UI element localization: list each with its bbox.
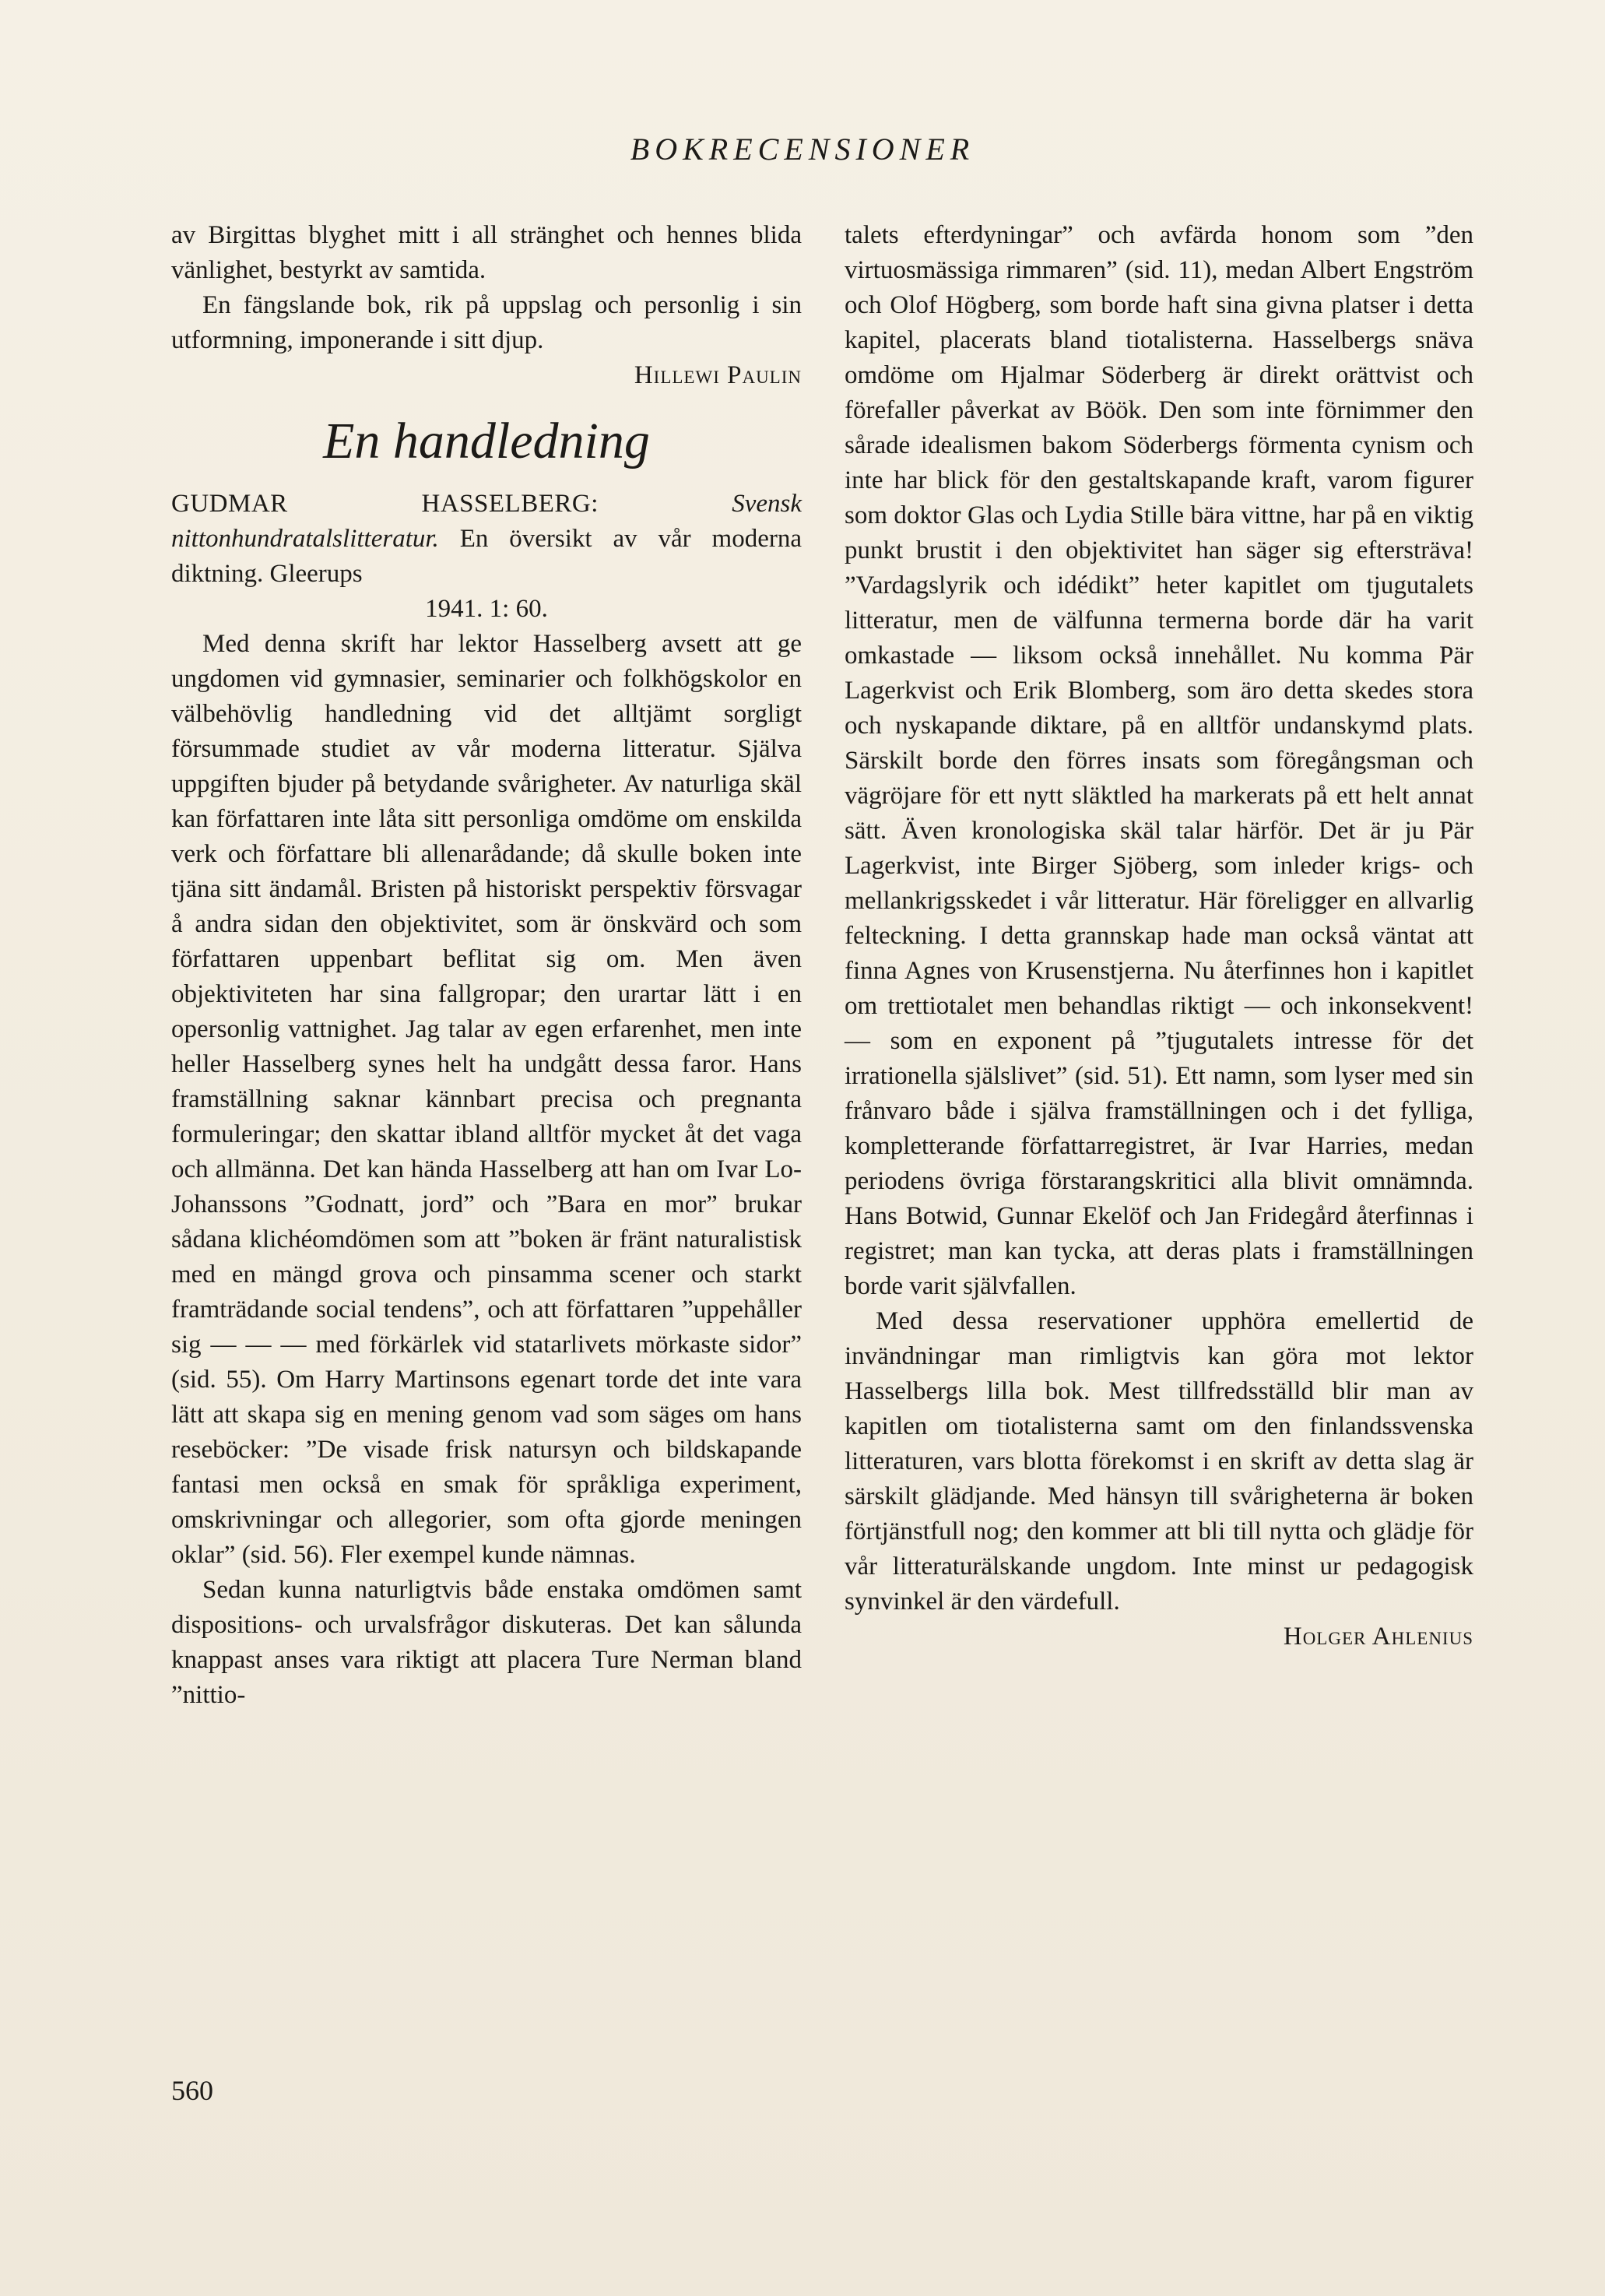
book-author: GUDMAR HASSELBERG: [171,490,599,518]
previous-review-closing: En fängslande bok, rik på uppslag och personlig i sin utformning, imponerande i sitt djup. [171,291,802,354]
page-number: 560 [171,2075,213,2106]
book-citation [171,487,802,592]
book-subtitle: En översikt av vår moderna diktning. Gleerups [171,525,802,588]
right-column [845,218,1473,1654]
running-head: BOKRECENSIONER [630,132,975,167]
book-publication: 1941. 1: 60. [425,595,548,623]
previous-review-continuation: av Birgittas blyghet mitt i all stränghet och hennes blida vänlighet, bestyrkt av samtida. [171,221,802,284]
review-paragraph-1: Med denna skrift har lektor Hasselberg avsett att ge ungdomen vid gymnasier, seminarier och folkhögskolor en välbehövlig handledning vid det alltjämt sorgligt försummade studiet av vår moderna litteratur. Själva uppgiften bjuder på betydande svårigheter. Av naturliga skäl kan författaren inte låta sitt personliga omdöme om enskilda verk och författare bli allenarådande; då skulle boken inte tjäna sitt ändamål. Bristen på historiskt perspektiv försvagar å andra sidan den objektivitet, som är önskvärd och som författaren uppenbart beflitat sig om. Men även objektiviteten har sina fallgropar; den urartar lätt i en opersonlig vattnighet. Jag talar av egen erfarenhet, men inte heller Hasselberg synes helt ha undgått dessa faror. Hans framställning saknar kännbart precisa och pregnanta formuleringar; den skattar ibland alltför mycket åt det vaga och allmänna. Det kan hända Hasselberg att han om Ivar Lo-Johanssons ”Godnatt, jord” och ”Bara en mor” brukar sådana klichéomdömen som att ”boken är fränt naturalistisk med en mängd grova och pinsamma scener och starkt framträdande social tendens”, och att författaren ”uppehåller sig — — — med förkärlek vid statarlivets mörkaste sidor” (sid. 55). Om Harry Martinsons egenart torde det inte vara lätt att skapa sig en mening genom vad som säges om hans reseböcker: ”De visade frisk natursyn och bildskapande fantasi men också en smak för språkliga experiment, omskrivningar och allegorier, som ofta gjorde meningen oklar” (sid. 56). Fler exempel kunde nämnas. [171,630,802,1569]
review-paragraph-2: Sedan kunna naturligtvis både enstaka omdömen samt dispositions- och urvalsfrågor diskuteras. Det kan sålunda knappast anses vara riktigt att placera Ture Nerman bland ”nittio- [171,1576,802,1709]
previous-review-signature: Hillewi Paulin [634,361,802,389]
review-signature: Holger Ahlenius [1283,1623,1473,1651]
review-title: En handledning [323,413,650,469]
book-title: Svensk nittonhundratalslitteratur. [171,490,802,553]
left-column [171,218,802,1713]
review-paragraph-3: talets efterdyningar” och avfärda honom som ”den virtuosmässiga rimmaren” (sid. 11), medan Albert Engström och Olof Högberg, som borde haft sina givna platser i detta kapitel, placerats bland tiotalisterna. Hasselbergs snäva omdöme om Hjalmar Söderberg är direkt orättvist och förefaller påverkat av Böök. Den som inte förnimmer den sårade idealismen bakom Söderbergs förmenta cynism och inte har blick för den gestaltskapande kraft, varom figurer som doktor Glas och Lydia Stille bära vittne, har på en viktig punkt brustit i den objektivitet han säger sig eftersträva! ”Vardagslyrik och idédikt” heter kapitlet om tjugutalets litteratur, men de välfunna termerna borde där ha varit omkastade — liksom också innehållet. Nu komma Pär Lagerkvist och Erik Blomberg, som äro detta skedes stora och nyskapande diktare, på en alltför undanskymd plats. Särskilt borde den förres insats som föregångsman och vägröjare för ett nytt släktled ha markerats på ett helt annat sätt. Även kronologiska skäl talar härför. Det är ju Pär Lagerkvist, inte Birger Sjöberg, som inleder krigs- och mellankrigsskedet i vår litteratur. Här föreligger en allvarlig felteckning. I detta grannskap hade man också väntat att finna Agnes von Krusenstjerna. Nu återfinnes hon i kapitlet om trettiotalet men behandlas riktigt — och inkonsekvent! — som en exponent på ”tjugutalets intresse för det irrationella själslivet” (sid. 51). Ett namn, som lyser med sin frånvaro både i själva framställningen och i det fylliga, kompletterande författarregistret, är Ivar Harries, medan periodens övriga förstarangskritici alla blivit omnämnda. Hans Botwid, Gunnar Ekelöf och Jan Fridegård återfinnas i registret; man kan tycka, att deras plats i framställningen borde varit självfallen. [845,221,1473,1300]
review-paragraph-4: Med dessa reservationer upphöra emellertid de invändningar man rimligtvis kan göra mot lektor Hasselbergs lilla bok. Mest tillfredsställd blir man av kapitlen om tiotalisterna samt om den finlandssvenska litteraturen, vars blotta förekomst i en skrift av detta slag är särskilt glädjande. Med hänsyn till svårigheterna är boken förtjänstfull nog; den kommer att bli till nytta och glädje för vår litteraturälskande ungdom. Inte minst ur pedagogisk synvinkel är den värdefull. [845,1307,1473,1616]
